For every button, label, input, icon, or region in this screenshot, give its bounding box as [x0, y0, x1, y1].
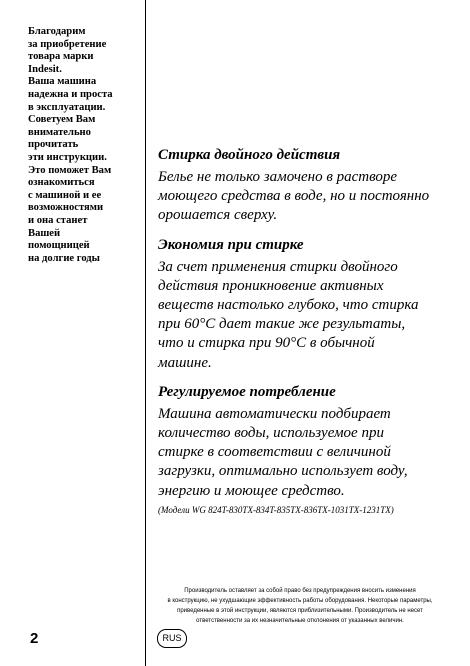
sidebar-line: надежна и проста [28, 88, 113, 100]
body-line: при 60°C дает такие же результаты, [158, 316, 406, 333]
body-line: веществ настолько глубоко, что стирка [158, 297, 419, 314]
section-heading: Стирка двойного действия [158, 147, 341, 163]
sidebar-line: возможностями [28, 202, 104, 214]
sidebar-line: Ваша машина [28, 76, 97, 88]
disclaimer-line: ответственности за их незначительные отклонения от указанных величин. [196, 618, 404, 624]
sidebar-line: помощницей [28, 240, 90, 252]
sidebar-line: Благодарим [28, 26, 86, 37]
manufacturer-disclaimer [154, 586, 446, 626]
sidebar-line: Это поможет Вам [28, 164, 112, 176]
body-line: машине. [158, 354, 212, 371]
sidebar-line: на долгие годы [28, 252, 100, 264]
body-line: энергию и моющее средство. [158, 482, 345, 499]
sidebar-line: товара марки [28, 51, 94, 63]
section-heading: Регулируемое потребление [158, 383, 336, 400]
page-number: 2 [30, 630, 39, 647]
disclaimer-line: приведенные в этой инструкции, являются приблизительными. Производитель не несет [177, 608, 423, 614]
section-body [158, 405, 458, 501]
sidebar-line: ознакомиться [28, 177, 95, 189]
section-double-action [158, 146, 458, 226]
body-line: орошается сверху. [158, 207, 278, 224]
body-line: стирке в соответствии с величиной [158, 444, 391, 461]
sidebar-line: внимательно [28, 126, 91, 138]
sidebar-line: Indesit. [28, 63, 62, 75]
body-line: Машина автоматически подбирает [158, 405, 391, 422]
sidebar-line: эти инструкции. [28, 151, 107, 163]
body-line: действия проникновение активных [158, 277, 384, 294]
section-body [158, 258, 458, 373]
body-line: что и стирка при 90°C в обычной [158, 335, 375, 352]
sidebar-line: и она станет [28, 214, 88, 226]
body-line: загрузки, оптимально использует воду, [158, 463, 408, 480]
sidebar-line: прочитать [28, 139, 79, 151]
sidebar-line: Вашей [28, 227, 61, 239]
body-line: Белье не только замочено в растворе [158, 169, 398, 185]
section-economy [158, 236, 458, 373]
models-note: (Модели WG 824T-830TX-834T-835TX-836TX-1031TX-1231TX) [158, 504, 394, 515]
disclaimer-line: в конструкцию, не ухудшающие эффективность работы оборудования. Некоторые параметры, [167, 598, 433, 604]
sidebar-intro [28, 26, 140, 265]
column-divider [145, 0, 146, 666]
section-heading: Экономия при стирке [158, 236, 304, 253]
sidebar-line: с машиной и ее [28, 189, 102, 201]
language-badge: RUS [157, 629, 187, 648]
section-regulated-consumption [158, 383, 458, 516]
main-content [158, 146, 458, 526]
section-body [158, 168, 458, 226]
body-line: моющего средства в воде, но и постоянно [158, 188, 430, 205]
disclaimer-line: Производитель оставляет за собой право без предупреждения вносить изменения [184, 588, 416, 594]
body-line: количество воды, используемое при [158, 425, 384, 442]
body-line: За счет применения стирки двойного [158, 258, 398, 275]
sidebar-line: Советуем Вам [28, 114, 96, 126]
sidebar-line: в эксплуатации. [28, 101, 106, 113]
sidebar-line: за приобретение [28, 38, 107, 50]
